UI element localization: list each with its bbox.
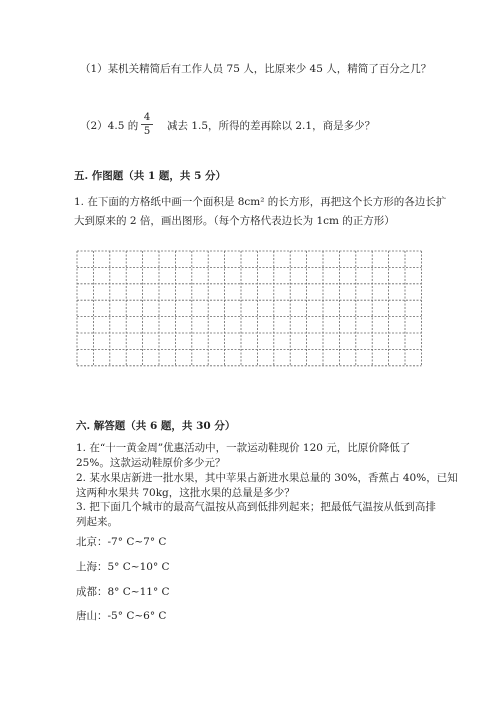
section-5-title: 五. 作图题（共 1 题，共 5 分） — [74, 170, 227, 182]
section-6-line: 3. 把下面几个城市的最高气温按从高到低排列起来；把最低气温按从低到高排 — [76, 501, 436, 513]
city-temperature: 上海：5° C~10° C — [76, 561, 170, 573]
fraction-bar — [141, 124, 153, 125]
section-5-q1-line1: 1. 在下面的方格纸中画一个面积是 8cm² 的长方形，再把这个长方形的各边长扩 — [74, 196, 447, 208]
square-grid-paper[interactable] — [76, 250, 422, 391]
section-6-title: 六. 解答题（共 6 题，共 30 分） — [76, 420, 236, 432]
city-temperature: 成都：8° C~11° C — [76, 586, 170, 598]
fraction-denominator: 5 — [143, 126, 151, 137]
question-4-2-suffix: 减去 1.5，所得的差再除以 2.1，商是多少？ — [167, 120, 376, 132]
question-4-1: （1）某机关精简后有工作人员 75 人，比原来少 45 人，精简了百分之几？ — [80, 63, 432, 75]
section-6-line: 25%。这款运动鞋原价多少元？ — [76, 457, 226, 469]
fraction-four-fifths — [141, 112, 153, 137]
city-temperature: 唐山：-5° C~6° C — [76, 610, 167, 622]
section-6-line: 这两种水果共 70kg，这批水果的总量是多少？ — [76, 487, 295, 499]
city-temperature: 北京：-7° C~7° C — [76, 536, 167, 548]
fraction-numerator: 4 — [143, 112, 151, 123]
section-6-line: 列起来。 — [76, 516, 118, 528]
section-6-line: 2. 某水果店新进一批水果，其中苹果占新进水果总量的 30%，香蕉占 40%，已知 — [76, 472, 458, 484]
section-5-q1-line2: 大到原来的 2 倍，画出图形。（每个方格代表边长为 1cm 的正方形） — [74, 215, 395, 227]
question-4-2-prefix: （2）4.5 的 — [80, 120, 139, 132]
section-6-line: 1. 在“十一黄金周”优惠活动中，一款运动鞋现价 120 元，比原价降低了 — [76, 442, 411, 454]
